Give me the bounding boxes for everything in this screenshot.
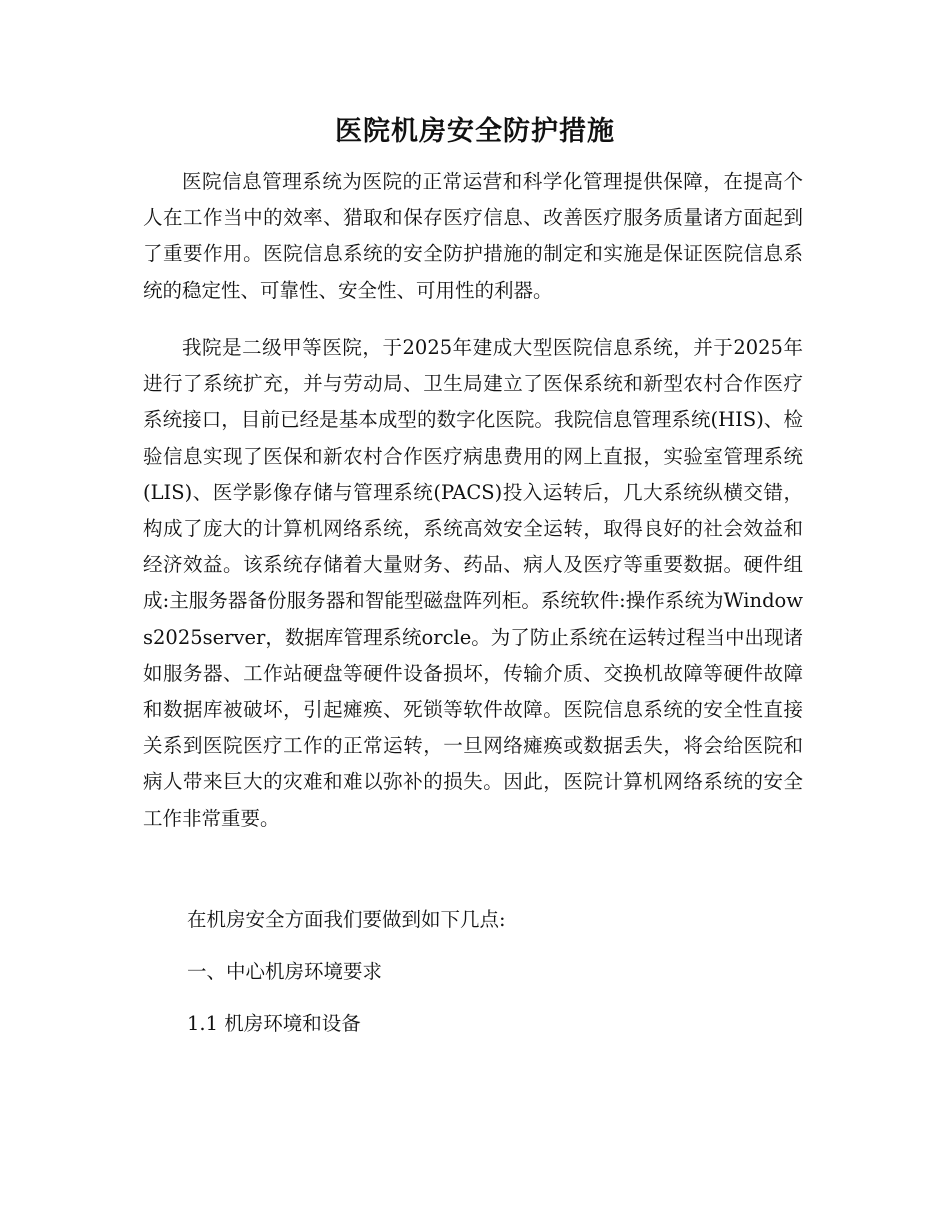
paragraph-lead-in: 在机房安全方面我们要做到如下几点:	[187, 908, 506, 931]
document-title: 医院机房安全防护措施	[335, 116, 615, 147]
subsection-heading: 1.1 机房环境和设备	[187, 1012, 361, 1035]
section-heading: 一、中心机房环境要求	[187, 960, 383, 983]
paragraph-hospital-overview: 我院是二级甲等医院，于2025年建成大型医院信息系统，并于2025年进行了系统扩充，并与劳动局、卫生局建立了医保系统和新型农村合作医疗系统接口，目前已经是基本成型的数字化医院。我院信息管理系统(HIS)、检验信息实现了医保和新农村合作医疗病患费用的网上直报，实验室管理系统(LIS)、医学影像存储与管理系统(PACS)投入运转后，几大系统纵横交错，构成了庞大的计算机网络系统，系统高效安全运转，取得良好的社会效益和经济效益。该系统存储着大量财务、药品、病人及医疗等重要数据。硬件组成:主服务器备份服务器和智能型磁盘阵列柜。系统软件:操作系统为Windows2025server，数据库管理系统orcle。为了防止系统在运转过程当中出现诸如服务器、工作站硬盘等硬件设备损坏，传输介质、交换机故障等硬件故障和数据库被破坏，引起瘫痪、死锁等软件故障。医院信息系统的安全性直接关系到医院医疗工作的正常运转，一旦网络瘫痪或数据丢失，将会给医院和病人带来巨大的灾难和难以弥补的损失。因此，医院计算机网络系统的安全工作非常重要。	[143, 336, 803, 830]
paragraph-intro: 医院信息管理系统为医院的正常运营和科学化管理提供保障，在提高个人在工作当中的效率、猎取和保存医疗信息、改善医疗服务质量诸方面起到了重要作用。医院信息系统的安全防护措施的制定和实施是保证医院信息系统的稳定性、可靠性、安全性、可用性的利器。	[143, 170, 803, 302]
